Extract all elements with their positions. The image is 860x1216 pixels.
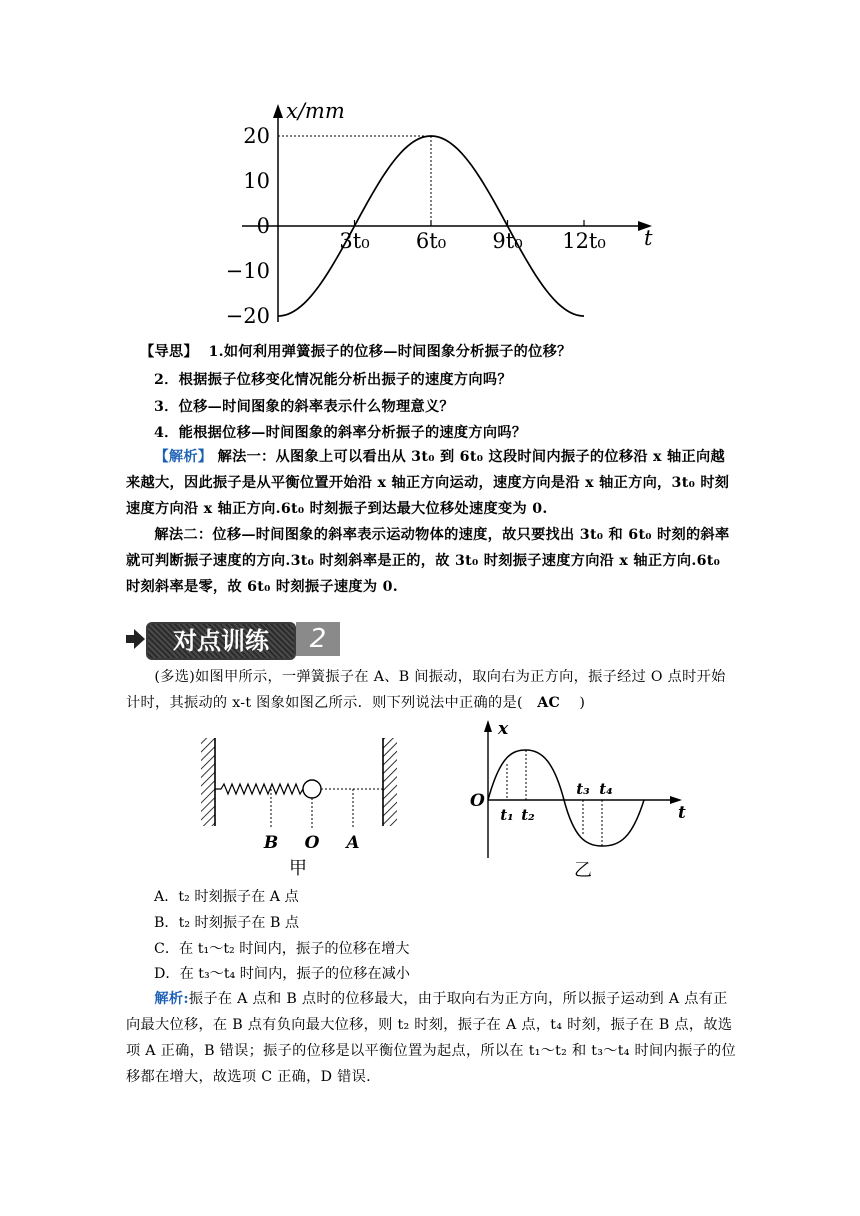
- analysis-label: 【解析】: [154, 449, 213, 465]
- banner-number: 2: [296, 622, 340, 656]
- x-tick-label: 9t₀: [492, 229, 523, 253]
- x-tick-label: 12t₀: [562, 229, 606, 253]
- tick-t4: t₄: [599, 780, 613, 798]
- analysis-paragraph-1: [126, 444, 738, 522]
- y-tick-label: −10: [225, 259, 270, 283]
- solution-paragraph: [126, 986, 738, 1090]
- guide-label: 【导思】: [140, 344, 198, 360]
- left-wall: [201, 738, 215, 826]
- guide-question-3: 3．位移—时间图象的斜率表示什么物理意义？: [154, 399, 454, 415]
- displacement-time-chart: [220, 96, 670, 336]
- label-a: A: [346, 833, 360, 853]
- solution-text: 振子在 A 点和 B 点时的位移最大，由于取向右为正方向，所以振子运动到 A 点有正向最大位移，在 B 点有负向最大位移，则 t₂ 时刻，振子在 A 点，t₄ 时刻，振子在 B 点，故选项 A 正确，B 错误；振子的位移是以平衡位置为起点，所以在 t₁～t₂ 和 t₃～t₄ 时间内振子的位移都在增大，故选项 C 正确，D 错误.: [126, 991, 736, 1085]
- label-o: O: [304, 833, 320, 853]
- x-tick-label: 3t₀: [339, 229, 370, 253]
- guide-question-1: 1.如何利用弹簧振子的位移—时间图象分析振子的位移？: [208, 344, 572, 360]
- axis-x-label: x: [498, 719, 509, 739]
- banner-title: 对点训练: [146, 622, 296, 660]
- right-wall: [383, 738, 397, 826]
- y-tick-label: 10: [243, 169, 270, 193]
- question-stem: (多选)如图甲所示，一弹簧振子在 A、B 间振动，取向右为正方向，振子经过 O 点时开始计时，其振动的 x-t 图象如图乙所示．则下列说法中正确的是(: [126, 669, 726, 711]
- guide-question-2: 2．根据振子位移变化情况能分析出振子的速度方向吗？: [154, 372, 512, 388]
- analysis-method-2: 解法二：位移—时间图象的斜率表示运动物体的速度，故只要找出 3t₀ 和 6t₀ 时刻的斜率就可判断振子速度的方向.3t₀ 时刻斜率是正的，故 3t₀ 时刻振子速度方向沿 x 轴正方向.6t₀ 时刻斜率是零，故 6t₀ 时刻振子速度为 0.: [126, 527, 730, 595]
- option-b: B．t₂ 时刻振子在 B 点: [154, 915, 300, 931]
- oscillator-ball: [303, 780, 321, 798]
- x-axis-label: t: [644, 226, 653, 250]
- option-d: D．在 t₃～t₄ 时间内，振子的位移在减小: [154, 966, 410, 982]
- option-c: C．在 t₁～t₂ 时间内，振子的位移在增大: [154, 941, 410, 957]
- guide-line-1: [140, 341, 572, 361]
- y-axis-arrow: [273, 104, 283, 118]
- solution-label: 解析:: [154, 991, 189, 1007]
- option-a: A．t₂ 时刻振子在 A 点: [154, 889, 299, 905]
- tick-t1: t₁: [500, 806, 514, 824]
- x-tick-label: 6t₀: [415, 229, 447, 253]
- arrow-icon: [126, 626, 146, 652]
- spring: [215, 784, 305, 794]
- origin-label: O: [470, 791, 485, 811]
- tick-t3: t₃: [576, 780, 590, 798]
- guide-question-4: 4．能根据位移—时间图象的斜率分析振子的速度方向吗？: [154, 425, 527, 441]
- y-tick-label: −20: [225, 304, 270, 328]
- y-tick-label: 20: [243, 124, 270, 148]
- analysis-method-1: 解法一：从图象上可以看出从 3t₀ 到 6t₀ 这段时间内振子的位移沿 x 轴正向越来越大，因此振子是从平衡位置开始沿 x 轴正方向运动，速度方向是沿 x 轴正方向，3t₀ 时刻速度方向沿 x 轴正方向.6t₀ 时刻振子到达最大位移处速度变为 0.: [126, 449, 730, 517]
- sine-curve: [488, 750, 644, 846]
- caption-jia: 甲: [289, 858, 307, 879]
- question-answer: AC: [537, 695, 561, 711]
- question-close: ): [579, 695, 586, 711]
- caption-yi: 乙: [574, 860, 592, 881]
- y-axis-label: x/mm: [286, 99, 345, 123]
- spring-oscillator-figure: [195, 732, 415, 882]
- axis-t-label: t: [678, 803, 686, 823]
- label-b: B: [263, 833, 279, 853]
- y-tick-label: 0: [256, 214, 270, 238]
- tick-t2: t₂: [521, 806, 535, 824]
- question-stem-block: [126, 664, 738, 716]
- xt-sine-figure: [462, 716, 692, 882]
